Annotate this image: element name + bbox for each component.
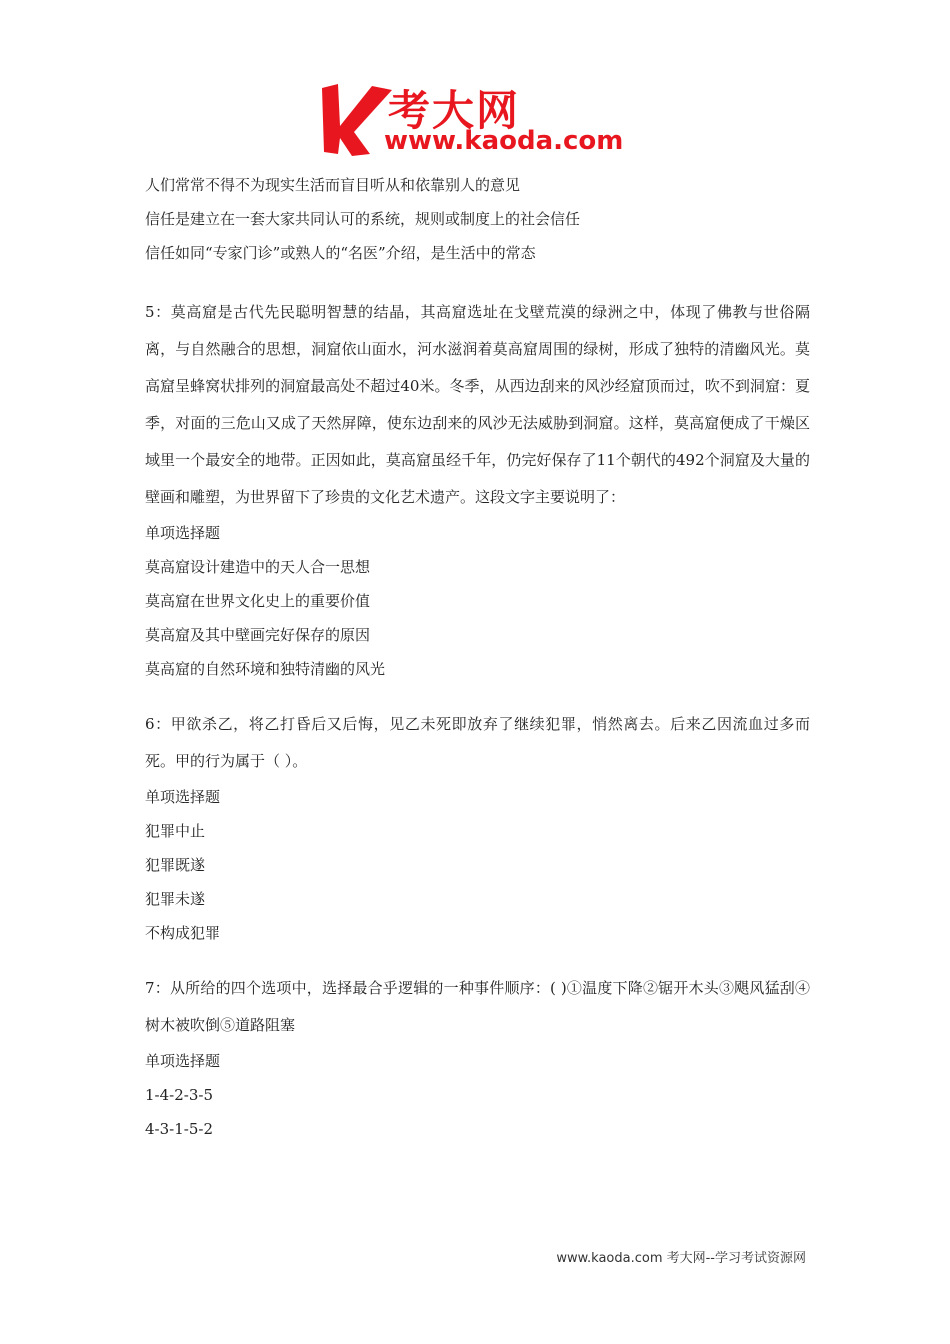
question-6-option: 犯罪中止 [145,822,206,840]
question-7-stem: 7：从所给的四个选项中，选择最合乎逻辑的一种事件顺序：( )①温度下降②锯开木头③飓风猛刮④树木被吹倒⑤道路阻塞 [145,979,810,1034]
question-7-type: 单项选择题 [145,1052,221,1070]
logo-name: 考大网 [388,86,521,135]
question-5-type: 单项选择题 [145,524,221,542]
question-5-option: 莫高窟设计建造中的天人合一思想 [145,558,371,576]
question-7-option: 1-4-2-3-5 [145,1086,213,1104]
question-5-option: 莫高窟在世界文化史上的重要价值 [145,592,371,610]
question-5-option: 莫高窟的自然环境和独特清幽的风光 [145,660,386,678]
question-5-option: 莫高窟及其中壁画完好保存的原因 [145,626,371,644]
logo-url: www.kaoda.com [384,126,624,156]
intro-line: 信任如同“专家门诊”或熟人的“名医”介绍，是生活中的常态 [145,244,536,262]
intro-line: 人们常常不得不为现实生活而盲目听从和依靠别人的意见 [145,176,521,194]
document-body [145,168,810,1146]
question-6-stem: 6：甲欲杀乙，将乙打昏后又后悔，见乙未死即放弃了继续犯罪，悄然离去。后来乙因流血过多而死。甲的行为属于（ ）。 [145,715,810,770]
intro-line: 信任是建立在一套大家共同认可的系统，规则或制度上的社会信任 [145,210,581,228]
question-7-option: 4-3-1-5-2 [145,1120,213,1138]
question-6-option: 犯罪既遂 [145,856,206,874]
question-6-option: 不构成犯罪 [145,924,221,942]
question-6-option: 犯罪未遂 [145,890,206,908]
page-footer: www.kaoda.com 考大网--学习考试资源网 [556,1251,806,1266]
question-6-type: 单项选择题 [145,788,221,806]
site-logo [318,80,638,160]
question-5-stem: 5：莫高窟是古代先民聪明智慧的结晶，其高窟选址在戈壁荒漠的绿洲之中，体现了佛教与世俗隔离，与自然融合的思想，洞窟依山面水，河水滋润着莫高窟周围的绿树，形成了独特的清幽风光。莫高窟呈蜂窝状排列的洞窟最高处不超过40米。冬季，从西边刮来的风沙经窟顶而过，吹不到洞窟：夏季，对面的三危山又成了天然屏障，使东边刮来的风沙无法威胁到洞窟。这样，莫高窟便成了干燥区域里一个最安全的地带。正因如此，莫高窟虽经千年，仍完好保存了11个朝代的492个洞窟及大量的壁画和雕塑，为世界留下了珍贵的文化艺术遗产。这段文字主要说明了： [145,303,810,506]
